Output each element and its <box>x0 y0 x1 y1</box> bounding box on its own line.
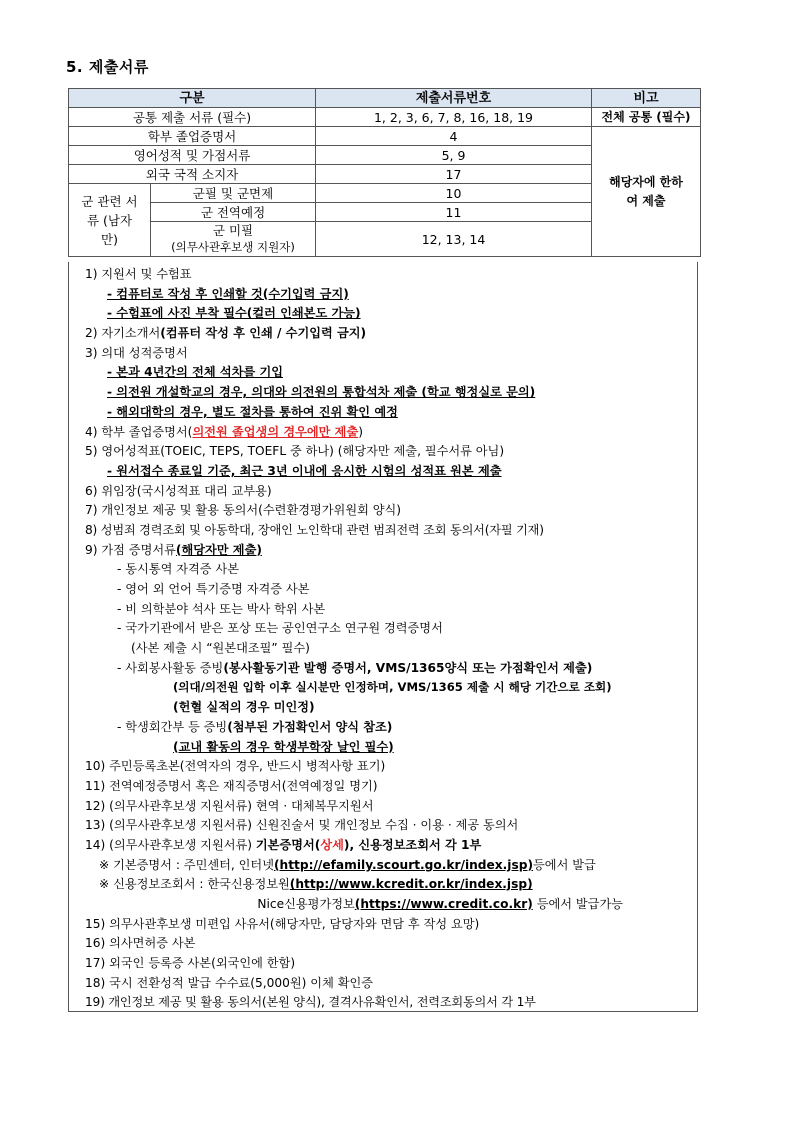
row-label: 군 전역예정 <box>151 203 316 222</box>
row-label: 외국 국적 소지자 <box>69 165 316 184</box>
note-item: 10) 주민등록초본(전역자의 경우, 반드시 병적사항 표기) <box>85 759 386 774</box>
applicable-note: 해당자에 한하여 제출 <box>592 127 701 257</box>
note-item: 14) (의무사관후보생 지원서류) 기본증명서(상세), 신용정보조회서 각 1부 <box>85 837 482 852</box>
note-subitem: - 원서접수 종료일 기준, 최근 3년 이내에 응시한 시험의 성적표 원본 제출 <box>107 463 502 478</box>
header-doc-numbers: 제출서류번호 <box>316 89 592 108</box>
row-numbers: 4 <box>316 127 592 146</box>
row-numbers: 17 <box>316 165 592 184</box>
note-item: 11) 전역예정증명서 혹은 재직증명서(전역예정일 명기) <box>85 778 378 793</box>
note-subitem: (의대/의전원 입학 이후 실시분만 인정하며, VMS/1365 제출 시 해당 기간으로 조회) <box>173 680 612 695</box>
row-numbers: 1, 2, 3, 6, 7, 8, 16, 18, 19 <box>316 108 592 127</box>
table-row <box>69 127 701 146</box>
note-item: 13) (의무사관후보생 지원서류) 신원진술서 및 개인정보 수집 · 이용 · 제공 동의서 <box>85 818 519 833</box>
note-subitem: - 본과 4년간의 전체 석차를 기입 <box>107 365 284 380</box>
row-label-main: 군 미필 <box>212 223 254 238</box>
note-item: 9) 가점 증명서류(해당자만 제출) <box>85 542 262 557</box>
row-label: 군필 및 군면제 <box>151 184 316 203</box>
note-item: 15) 의무사관후보생 미편입 사유서(해당자만, 담당자와 면담 후 작성 요망) <box>85 916 480 931</box>
table-header-row <box>69 89 701 108</box>
note-subitem: - 영어 외 언어 특기증명 자격증 사본 <box>117 582 310 596</box>
note-subitem: - 학생회간부 등 증빙(첨부된 가점확인서 양식 참조) <box>117 719 393 734</box>
note-subitem: ※ 신용정보조회서 : 한국신용정보원(http://www.kcredit.or.kr/index.jsp) <box>99 877 533 892</box>
header-category: 구분 <box>69 89 316 108</box>
row-numbers: 12, 13, 14 <box>316 222 592 257</box>
note-subitem: - 의전원 개설학교의 경우, 의대와 의전원의 통합석차 제출 (학교 행정실로 문의) <box>107 385 536 400</box>
note-subitem: - 동시통역 자격증 사본 <box>117 562 239 577</box>
submission-table <box>68 88 701 257</box>
note-item: 16) 의사면허증 사본 <box>85 936 196 951</box>
note-item: 3) 의대 성적증명서 <box>85 345 188 360</box>
table-row <box>69 108 701 127</box>
row-label: 영어성적 및 가점서류 <box>69 146 316 165</box>
row-label: 공통 제출 서류 (필수) <box>69 108 316 127</box>
row-label: 학부 졸업증명서 <box>69 127 316 146</box>
notes-box <box>68 262 698 1012</box>
note-item: 5) 영어성적표(TOEIC, TEPS, TOEFL 중 하나) (해당자만 제출, 필수서류 아님) <box>85 444 505 459</box>
row-numbers: 10 <box>316 184 592 203</box>
note-item: 19) 개인정보 제공 및 활용 동의서(본원 양식), 결격사유확인서, 전력조회동의서 각 1부 <box>85 995 536 1010</box>
row-numbers: 11 <box>316 203 592 222</box>
row-label-sub: (의무사관후보생 지원자) <box>171 240 295 254</box>
note-subitem: (교내 활동의 경우 학생부학장 날인 필수) <box>173 739 394 754</box>
note-subitem: - 사회봉사활동 증빙(봉사활동기관 발행 증명서, VMS/1365양식 또는 가점확인서 제출) <box>117 660 593 675</box>
note-item: 1) 지원서 및 수험표 <box>85 267 192 281</box>
note-subitem: (헌혈 실적의 경우 미인정) <box>173 700 315 715</box>
note-item: 6) 위임장(국시성적표 대리 교부용) <box>85 483 272 498</box>
section-title: 5. 제출서류 <box>66 58 149 76</box>
note-item: 8) 성범죄 경력조회 및 아동학대, 장애인 노인학대 관련 범죄전력 조회 동의서(자필 기재) <box>85 522 544 537</box>
note-subitem: (사본 제출 시 “원본대조필” 필수) <box>131 641 310 656</box>
note-item: 18) 국시 전환성적 발급 수수료(5,000원) 이체 확인증 <box>85 975 374 990</box>
row-numbers: 5, 9 <box>316 146 592 165</box>
note-subitem: - 국가기관에서 받은 포상 또는 공인연구소 연구원 경력증명서 <box>117 621 443 636</box>
note-subitem: - 수험표에 사진 부착 필수(컬러 인쇄본도 가능) <box>107 306 361 321</box>
note-subitem: Nice신용평가정보(https://www.credit.co.kr) 등에서 발급가능 <box>257 897 623 911</box>
note-item: 7) 개인정보 제공 및 활용 동의서(수련환경평가위원회 양식) <box>85 503 402 518</box>
header-note: 비고 <box>592 89 701 108</box>
row-label <box>151 222 316 257</box>
military-group-label: 군 관련 서류 (남자만) <box>69 184 151 257</box>
row-note: 전체 공통 (필수) <box>592 108 701 127</box>
note-subitem: ※ 기본증명서 : 주민센터, 인터넷(http://efamily.scourt.go.kr/index.jsp)등에서 발급 <box>99 857 596 872</box>
note-item: 17) 외국인 등록증 사본(외국인에 한함) <box>85 956 296 971</box>
note-subitem: - 컴퓨터로 작성 후 인쇄할 것(수기입력 금지) <box>107 286 349 301</box>
note-item: 2) 자기소개서(컴퓨터 작성 후 인쇄 / 수기입력 금지) <box>85 326 367 341</box>
note-item: 12) (의무사관후보생 지원서류) 현역 · 대체복무지원서 <box>85 798 374 813</box>
note-item: 4) 학부 졸업증명서(의전원 졸업생의 경우에만 제출) <box>85 424 363 439</box>
note-subitem: - 비 의학분야 석사 또는 박사 학위 사본 <box>117 601 326 616</box>
note-subitem: - 해외대학의 경우, 별도 절차를 통하여 진위 확인 예정 <box>107 404 398 419</box>
